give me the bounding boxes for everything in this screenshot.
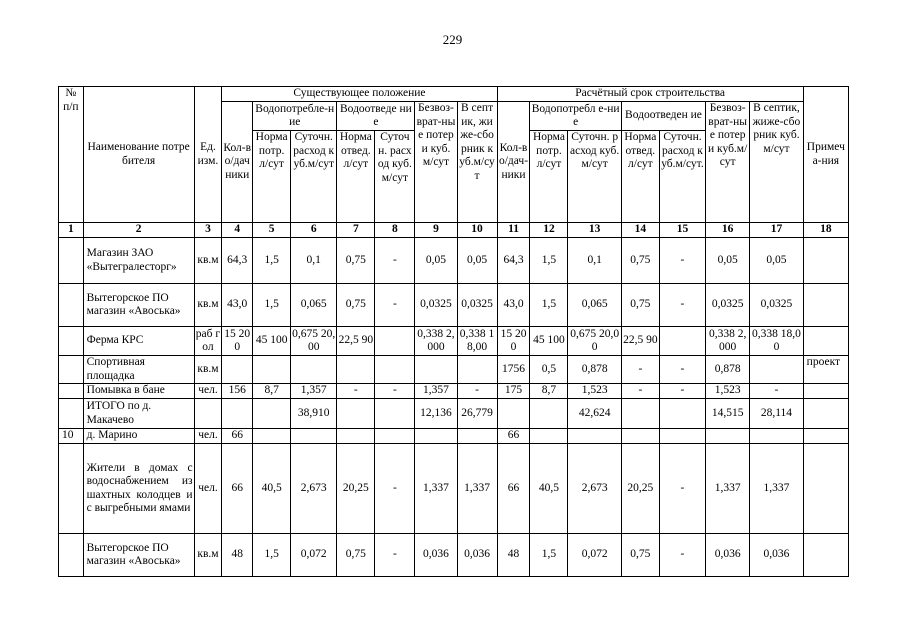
table-cell: 66 <box>497 429 530 444</box>
consumer-name-cell: Вытегорское ПО магазин «Авоська» <box>83 284 194 327</box>
table-row <box>59 384 849 399</box>
table-cell <box>803 444 848 534</box>
column-number: 16 <box>706 223 750 238</box>
table-cell <box>253 399 291 429</box>
header-ex-septic: В септик, жиже-сборник куб.м/сут <box>457 102 497 223</box>
table-cell <box>59 444 84 534</box>
table-cell: 12,136 <box>415 399 457 429</box>
table-cell: - <box>375 238 415 284</box>
table-row <box>59 534 849 577</box>
table-row <box>59 356 849 384</box>
header-fu-loss: Безвоз-врат-ные потери куб.м/сут <box>706 102 750 223</box>
table-cell: чел. <box>194 384 222 399</box>
table-cell: - <box>375 444 415 534</box>
column-number: 3 <box>194 223 222 238</box>
table-cell: 0,338 18,00 <box>457 327 497 356</box>
table-cell: - <box>337 384 375 399</box>
table-cell: чел. <box>194 444 222 534</box>
table-cell: 66 <box>497 444 530 534</box>
table-cell <box>415 356 457 384</box>
header-fu-septic: В септик, жиже-сборник куб.м/сут <box>750 102 803 223</box>
table-cell: 1,5 <box>530 238 568 284</box>
column-number-row <box>59 223 849 238</box>
table-cell <box>621 429 659 444</box>
table-cell: 1756 <box>497 356 530 384</box>
table-cell: 0,072 <box>568 534 621 577</box>
column-number: 18 <box>803 223 848 238</box>
table-cell: - <box>659 534 705 577</box>
header-ex-loss: Безвоз-врат-ные потери куб.м/сут <box>415 102 457 223</box>
table-cell <box>803 284 848 327</box>
table-row <box>59 238 849 284</box>
table-cell <box>457 356 497 384</box>
table-cell <box>750 429 803 444</box>
header-note: Примеч а-ния <box>803 87 848 223</box>
table-cell: 45 100 <box>530 327 568 356</box>
table-cell: 0,75 <box>337 284 375 327</box>
table-cell: 43,0 <box>222 284 253 327</box>
column-number: 14 <box>621 223 659 238</box>
table-cell: 45 100 <box>253 327 291 356</box>
header-group-existing: Существующее положение <box>222 87 497 102</box>
table-cell <box>659 399 705 429</box>
consumer-name-cell: Помывка в бане <box>83 384 194 399</box>
table-cell: 20,25 <box>621 444 659 534</box>
header-fu-drain-daily: Суточн. расход куб.м/сут. <box>659 131 705 223</box>
header-ex-drain-norm: Норма отвед. л/сут <box>337 131 375 223</box>
table-cell: 66 <box>222 429 253 444</box>
table-cell: 2,673 <box>568 444 621 534</box>
table-cell: 0,065 <box>568 284 621 327</box>
table-cell: - <box>375 284 415 327</box>
table-cell: 40,5 <box>530 444 568 534</box>
table-row <box>59 399 849 429</box>
table-row <box>59 327 849 356</box>
table-cell <box>59 238 84 284</box>
table-cell: кв.м <box>194 238 222 284</box>
table-cell <box>375 429 415 444</box>
table-cell: 0,675 20,00 <box>568 327 621 356</box>
header-fu-supply-daily: Суточн. расход куб.м/сут <box>568 131 621 223</box>
table-cell: 0,036 <box>457 534 497 577</box>
table-cell: 1,357 <box>415 384 457 399</box>
header-row-1 <box>59 87 849 102</box>
table-cell: - <box>375 534 415 577</box>
table-row <box>59 284 849 327</box>
table-cell <box>59 399 84 429</box>
header-fu-count: Кол-во/дач-ники <box>497 102 530 223</box>
table-cell <box>803 399 848 429</box>
table-cell <box>750 356 803 384</box>
header-fu-supply-norm: Норма потр. л/сут <box>530 131 568 223</box>
table-cell: - <box>659 238 705 284</box>
table-cell: - <box>375 384 415 399</box>
table-cell <box>659 327 705 356</box>
table-cell: проект <box>803 356 848 384</box>
table-cell: 1,5 <box>253 238 291 284</box>
table-cell: 1,523 <box>568 384 621 399</box>
table-cell: 64,3 <box>222 238 253 284</box>
header-ex-count: Кол-во/дачники <box>222 102 253 223</box>
column-number: 12 <box>530 223 568 238</box>
column-number: 10 <box>457 223 497 238</box>
table-cell <box>194 399 222 429</box>
table-cell: 0,878 <box>568 356 621 384</box>
water-consumption-table <box>58 86 849 577</box>
table-cell: 0,0325 <box>706 284 750 327</box>
table-cell: 1,523 <box>706 384 750 399</box>
table-cell <box>59 327 84 356</box>
column-number: 5 <box>253 223 291 238</box>
table-cell: 2,673 <box>291 444 337 534</box>
table-cell: 0,338 2,000 <box>706 327 750 356</box>
table-cell: 26,779 <box>457 399 497 429</box>
column-number: 13 <box>568 223 621 238</box>
table-cell: 20,25 <box>337 444 375 534</box>
table-row <box>59 444 849 534</box>
column-number: 6 <box>291 223 337 238</box>
table-cell: 0,0325 <box>415 284 457 327</box>
table-cell: 0,75 <box>621 534 659 577</box>
consumer-name-cell: ИТОГО по д. Макачево <box>83 399 194 429</box>
table-cell: - <box>659 284 705 327</box>
table-cell <box>803 238 848 284</box>
header-col-unit: Ед. изм. <box>194 87 222 223</box>
table-cell: 0,75 <box>621 284 659 327</box>
column-number: 2 <box>83 223 194 238</box>
table-cell <box>530 399 568 429</box>
table-cell: 15 200 <box>222 327 253 356</box>
table-cell: 0,0325 <box>750 284 803 327</box>
table-cell <box>222 356 253 384</box>
table-cell <box>659 429 705 444</box>
table-cell: 66 <box>222 444 253 534</box>
table-cell <box>530 429 568 444</box>
table-cell <box>803 429 848 444</box>
column-number: 9 <box>415 223 457 238</box>
table-cell: 48 <box>222 534 253 577</box>
table-cell: 1,357 <box>291 384 337 399</box>
consumer-name-cell: Спортивная площадка <box>83 356 194 384</box>
table-cell: 0,338 18,00 <box>750 327 803 356</box>
table-cell: кв.м <box>194 284 222 327</box>
column-number: 1 <box>59 223 84 238</box>
table-cell <box>59 284 84 327</box>
table-cell: чел. <box>194 429 222 444</box>
table-cell: 0,036 <box>750 534 803 577</box>
table-cell: 0,75 <box>337 534 375 577</box>
table-cell <box>222 399 253 429</box>
table-cell: 0,75 <box>621 238 659 284</box>
header-fu-supply: Водопотребл е-ние <box>530 102 621 131</box>
table-cell <box>337 429 375 444</box>
table-cell <box>59 384 84 399</box>
table-cell: 0,1 <box>568 238 621 284</box>
table-cell: 0,1 <box>291 238 337 284</box>
table-cell: 8,7 <box>253 384 291 399</box>
table-cell <box>375 399 415 429</box>
table-cell: 0,036 <box>415 534 457 577</box>
column-number: 11 <box>497 223 530 238</box>
table-cell: 40,5 <box>253 444 291 534</box>
table-cell: 8,7 <box>530 384 568 399</box>
table-cell: 0,05 <box>750 238 803 284</box>
consumer-name-cell: д. Марино <box>83 429 194 444</box>
table-cell: 0,036 <box>706 534 750 577</box>
table-cell <box>375 327 415 356</box>
page-number: 229 <box>442 32 463 47</box>
table-cell <box>337 356 375 384</box>
column-number: 8 <box>375 223 415 238</box>
header-col-num: № п/п <box>59 87 84 223</box>
table-cell <box>291 356 337 384</box>
table-cell <box>457 429 497 444</box>
consumer-name-cell: Вытегорское ПО магазин «Авоська» <box>83 534 194 577</box>
table-cell: 64,3 <box>497 238 530 284</box>
table-cell <box>415 429 457 444</box>
table-cell: 1,5 <box>530 534 568 577</box>
table-cell: 42,624 <box>568 399 621 429</box>
table-cell: 14,515 <box>706 399 750 429</box>
table-cell: 38,910 <box>291 399 337 429</box>
table-cell: 156 <box>222 384 253 399</box>
table-cell <box>497 399 530 429</box>
table-cell: 1,337 <box>750 444 803 534</box>
table-cell: 1,5 <box>530 284 568 327</box>
table-cell <box>568 429 621 444</box>
table-cell: 48 <box>497 534 530 577</box>
table-cell: 0,0325 <box>457 284 497 327</box>
header-fu-drain: Водоотведен ие <box>621 102 705 131</box>
table-cell: - <box>621 356 659 384</box>
header-col-name: Наименование потребителя <box>83 87 194 223</box>
table-cell: - <box>621 384 659 399</box>
table-cell: 1,337 <box>706 444 750 534</box>
table-cell: 0,675 20,00 <box>291 327 337 356</box>
consumer-name-cell: Ферма КРС <box>83 327 194 356</box>
table-cell: 0,065 <box>291 284 337 327</box>
table-cell: 0,5 <box>530 356 568 384</box>
table-cell: 15 200 <box>497 327 530 356</box>
table-cell: 28,114 <box>750 399 803 429</box>
table-cell: 0,05 <box>706 238 750 284</box>
table-cell: 1,337 <box>415 444 457 534</box>
table-cell: 22,5 90 <box>337 327 375 356</box>
table-cell: 0,338 2,000 <box>415 327 457 356</box>
table-cell <box>375 356 415 384</box>
table-cell: 175 <box>497 384 530 399</box>
table-cell: - <box>457 384 497 399</box>
table-cell: 0,072 <box>291 534 337 577</box>
table-cell <box>291 429 337 444</box>
table-cell <box>253 356 291 384</box>
table-cell: 10 <box>59 429 84 444</box>
table-cell: 22,5 90 <box>621 327 659 356</box>
header-ex-supply: Водопотребле-ние <box>253 102 337 131</box>
header-ex-drain: Водоотведе ние <box>337 102 415 131</box>
table-cell: 1,5 <box>253 284 291 327</box>
table-cell: 43,0 <box>497 284 530 327</box>
table-cell <box>621 399 659 429</box>
table-cell <box>803 327 848 356</box>
column-number: 15 <box>659 223 705 238</box>
header-fu-drain-norm: Норма отвед. л/сут <box>621 131 659 223</box>
table-cell <box>337 399 375 429</box>
table-cell: кв.м <box>194 356 222 384</box>
table-row <box>59 429 849 444</box>
table-cell <box>253 429 291 444</box>
table-cell: 0,75 <box>337 238 375 284</box>
table-cell <box>803 534 848 577</box>
table-cell <box>59 534 84 577</box>
column-number: 17 <box>750 223 803 238</box>
header-group-future: Расчётный срок строительства <box>497 87 803 102</box>
table-cell: 1,337 <box>457 444 497 534</box>
table-cell <box>803 384 848 399</box>
table-cell: 0,878 <box>706 356 750 384</box>
column-number: 4 <box>222 223 253 238</box>
table-cell: - <box>659 384 705 399</box>
column-number: 7 <box>337 223 375 238</box>
table-cell: - <box>750 384 803 399</box>
table-cell: кв.м <box>194 534 222 577</box>
header-ex-drain-daily: Суточн. расход куб.м/сут <box>375 131 415 223</box>
table-cell: 0,05 <box>457 238 497 284</box>
header-ex-supply-norm: Норма потр. л/сут <box>253 131 291 223</box>
consumer-name-cell: Магазин ЗАО «Вытегралесторг» <box>83 238 194 284</box>
table-cell: 0,05 <box>415 238 457 284</box>
table-cell: раб гол <box>194 327 222 356</box>
table-cell: - <box>659 444 705 534</box>
table-cell <box>706 429 750 444</box>
consumer-name-cell: Жители в домах с водоснабжением из шахтных колодцев и с выгребными ямами <box>83 444 194 534</box>
table-cell: - <box>659 356 705 384</box>
table-cell <box>59 356 84 384</box>
table-cell: 1,5 <box>253 534 291 577</box>
header-ex-supply-daily: Суточн. расход куб.м/сут <box>291 131 337 223</box>
